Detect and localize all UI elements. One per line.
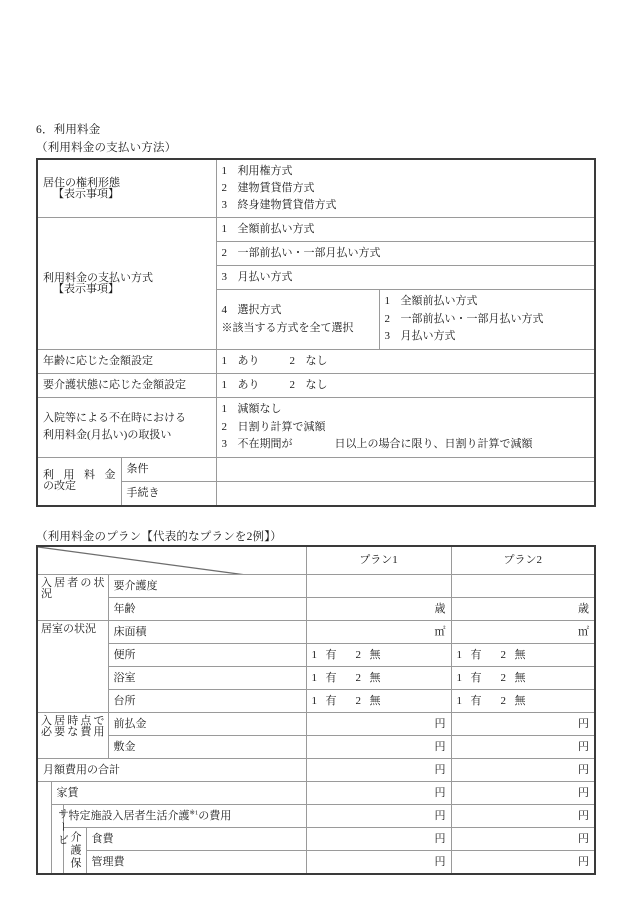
cell-label-meal-cost: 食費 (86, 828, 306, 851)
cell-plan1-floor-area[interactable]: ㎡ (306, 621, 451, 644)
option-number: 2 (500, 671, 507, 684)
option-text: 建物賃貸借方式 (237, 182, 315, 195)
option-number: 2 (355, 671, 362, 684)
cell-plan2-specified-facility-care[interactable]: 円 (451, 805, 595, 828)
table-row (37, 667, 595, 690)
cell-label-prepayment: 前払金 (108, 713, 306, 736)
option-number: 2 (221, 420, 227, 433)
option-number: 2 (289, 378, 295, 391)
cell-plan2-prepayment[interactable]: 円 (451, 713, 595, 736)
cell-plan2-care-level[interactable] (451, 575, 595, 598)
cell-group-move-in-cost (37, 713, 108, 759)
option-number: 3 (384, 330, 390, 343)
cell-plan2-meal-cost[interactable]: 円 (451, 828, 595, 851)
cell-plan1-rent[interactable]: 円 (306, 782, 451, 805)
table-row (37, 349, 595, 373)
option-item (385, 293, 590, 311)
option-number: 1 (221, 402, 227, 415)
option-number: 1 (221, 165, 227, 177)
cell-header-plan2: プラン2 (451, 546, 595, 575)
label-suffix: の費用 (198, 809, 232, 822)
group-label-move-in-cost: 入居時点で必要な費用 (41, 715, 105, 738)
option-text: 減額なし (237, 402, 282, 415)
option-text: 無 (369, 694, 381, 707)
cell-plan2-deposit[interactable]: 円 (451, 736, 595, 759)
option-number: 1 (311, 694, 318, 707)
option-item (385, 328, 590, 346)
cell-plan2-kitchen[interactable] (451, 690, 595, 713)
cell-plan2-rent[interactable]: 円 (451, 782, 595, 805)
option-text: 全額前払い方式 (400, 295, 478, 308)
cell-residence-right-label (37, 159, 216, 218)
option-item (222, 419, 590, 437)
diagonal-line-icon (38, 547, 306, 574)
option-number: 1 (456, 694, 463, 707)
cell-plan1-management-cost[interactable]: 円 (306, 851, 451, 875)
option-item (222, 197, 590, 214)
option-text: 有 (470, 694, 482, 707)
cell-plan1-toilet[interactable] (306, 644, 451, 667)
cell-plan1-prepayment[interactable]: 円 (306, 713, 451, 736)
cell-plan1-meal-cost[interactable]: 円 (306, 828, 451, 851)
option-number: 1 (221, 223, 227, 236)
cell-label-management-cost: 管理費 (86, 851, 306, 875)
cell-label-toilet: 便所 (108, 644, 306, 667)
table-row (37, 736, 595, 759)
footnote-marker: ※1 (189, 808, 199, 816)
option-text: 有 (325, 694, 337, 707)
option-number: 1 (221, 354, 227, 367)
group-label-service: サービ (56, 808, 69, 847)
option-item (222, 163, 590, 180)
option-text: 日割り計算で減額 (237, 420, 326, 433)
option-text: 全額前払い方式 (237, 223, 315, 236)
option-text: 選択方式 (237, 303, 282, 316)
cell-label-care-level: 要介護度 (108, 575, 306, 598)
option-text: 利用権方式 (237, 165, 293, 177)
cell-plan2-floor-area[interactable]: ㎡ (451, 621, 595, 644)
cell-plan1-specified-facility-care[interactable]: 円 (306, 805, 451, 828)
option-number: 1 (221, 378, 227, 391)
option-text: 月払い方式 (400, 330, 456, 343)
cell-label-age: 年齢 (108, 598, 306, 621)
option-number: 2 (500, 694, 507, 707)
table-row (37, 644, 595, 667)
cell-group-room-status (37, 621, 108, 713)
option-text: 無 (369, 648, 381, 661)
table-row (37, 218, 595, 242)
option-number: 1 (311, 671, 318, 684)
subsection-plans-title: （利用料金のプラン【代表的なプランを2例】） (36, 531, 282, 543)
cell-plan2-toilet[interactable] (451, 644, 595, 667)
option-text-suffix: 日以上の場合に限り、日割り計算で減額 (334, 438, 533, 451)
table-row (37, 713, 595, 736)
table-row (37, 851, 595, 875)
option-number: 3 (221, 271, 227, 284)
cell-revision-condition-value[interactable] (216, 457, 595, 481)
cell-group-resident-status (37, 575, 108, 621)
option-text: 有 (470, 671, 482, 684)
cell-plan2-bathroom[interactable] (451, 667, 595, 690)
option-text: 一部前払い・一部月払い方式 (400, 312, 544, 325)
cell-payment-option-2 (216, 242, 595, 266)
option-text: 有 (325, 671, 337, 684)
cell-payment-method-label (37, 218, 216, 350)
cell-label-monthly-total: 月額費用の合計 (37, 759, 306, 782)
table-row (37, 159, 595, 218)
option-text: あり (237, 378, 260, 391)
group-label-room-status: 居室の状況 (41, 623, 96, 635)
cell-revision-label (37, 457, 121, 506)
option-number: 3 (221, 438, 227, 451)
option-text: 無 (514, 671, 526, 684)
option-text: あり (237, 354, 260, 367)
payment-method-table (36, 158, 596, 507)
table-row (37, 373, 595, 397)
cell-plan1-monthly-total[interactable]: 円 (306, 759, 451, 782)
table-row (37, 575, 595, 598)
table-row (37, 598, 595, 621)
option-text: 無 (369, 671, 381, 684)
option-note: ※該当する方式を全て選択 (221, 321, 354, 334)
option-number: 2 (221, 182, 227, 195)
revision-label-line2: の改定 (43, 480, 76, 493)
option-text: 有 (470, 648, 482, 661)
option-number: 1 (456, 671, 463, 684)
option-text-prefix: 不在期間が (237, 438, 293, 451)
absence-label-line1: 入院等による不在時における (43, 411, 186, 424)
cell-absence-label (37, 397, 216, 457)
plans-table (36, 545, 596, 875)
cell-payment-option-4-sub (379, 290, 595, 350)
option-text: 一部前払い・一部月払い方式 (237, 247, 381, 260)
option-number: 1 (456, 648, 463, 661)
cell-label-specified-facility-care (63, 805, 306, 828)
absence-label-line2: 利用料金(月払い)の取扱い (43, 429, 172, 442)
cell-label-rent: 家賃 (51, 782, 306, 805)
option-text: 月払い方式 (237, 271, 293, 284)
cell-header-plan1: プラン1 (306, 546, 451, 575)
cell-revision-condition-label: 条件 (121, 457, 216, 481)
cell-revision-procedure-label: 手続き (121, 481, 216, 506)
cell-payment-option-4 (216, 290, 379, 350)
cell-corner-diagonal (37, 546, 306, 575)
residence-right-label-line2: 【表示事項】 (53, 187, 119, 200)
option-text: なし (305, 354, 328, 367)
option-item (222, 436, 590, 454)
cell-plan2-age[interactable]: 歳 (451, 598, 595, 621)
revision-label-line1: 利用料金 (43, 469, 116, 482)
option-number: 1 (311, 648, 318, 661)
cell-plan1-deposit[interactable]: 円 (306, 736, 451, 759)
table-row (37, 397, 595, 457)
cell-plan1-age[interactable]: 歳 (306, 598, 451, 621)
residence-right-label-line1: 居住の権利形態 (43, 176, 120, 189)
cell-plan1-care-level[interactable] (306, 575, 451, 598)
option-number: 4 (221, 303, 227, 316)
option-number: 2 (221, 247, 227, 260)
cell-absence-options (216, 397, 595, 457)
cell-care-level-based-label: 要介護状態に応じた金額設定 (37, 373, 216, 397)
table-row (37, 805, 595, 828)
cell-plan1-kitchen[interactable] (306, 690, 451, 713)
cell-plan2-management-cost[interactable]: 円 (451, 851, 595, 875)
table-row (37, 621, 595, 644)
cell-care-level-based-options (216, 373, 595, 397)
option-number: 2 (355, 648, 362, 661)
table-row (37, 481, 595, 506)
cell-payment-option-1 (216, 218, 595, 242)
table-row (37, 690, 595, 713)
option-number: 3 (221, 199, 227, 212)
option-number: 2 (289, 354, 295, 367)
table-row (37, 759, 595, 782)
cell-label-deposit: 敷金 (108, 736, 306, 759)
cell-label-floor-area: 床面積 (108, 621, 306, 644)
payment-method-label-line1: 利用料金の支払い方式 (43, 271, 153, 284)
table-row (37, 457, 595, 481)
option-item (222, 302, 374, 320)
option-text: 無 (514, 648, 526, 661)
table-row (37, 782, 595, 805)
cell-revision-procedure-value[interactable] (216, 481, 595, 506)
cell-payment-option-3 (216, 266, 595, 290)
label-text: 特定施設入居者生活介護 (68, 809, 190, 822)
cell-label-kitchen: 台所 (108, 690, 306, 713)
cell-spacer-left (37, 782, 51, 875)
subsection-payment-method-title: （利用料金の支払い方法） (36, 142, 177, 154)
option-item (222, 180, 590, 197)
cell-group-service (51, 805, 69, 875)
cell-age-based-options (216, 349, 595, 373)
option-text: なし (305, 378, 328, 391)
option-text: 終身建物賃貸借方式 (237, 199, 337, 212)
cell-label-bathroom: 浴室 (108, 667, 306, 690)
table-header-row (37, 546, 595, 575)
table-row (37, 828, 595, 851)
option-item (222, 401, 590, 419)
cell-plan2-monthly-total[interactable]: 円 (451, 759, 595, 782)
option-item (385, 311, 590, 329)
option-number: 2 (355, 694, 362, 707)
option-number: 1 (384, 295, 390, 308)
group-label-resident-status: 入居者の状況 (41, 577, 105, 600)
option-text: 無 (514, 694, 526, 707)
payment-method-label-line2: 【表示事項】 (53, 282, 119, 295)
option-text: 有 (325, 648, 337, 661)
cell-plan1-bathroom[interactable] (306, 667, 451, 690)
option-number: 2 (500, 648, 507, 661)
cell-age-based-label: 年齢に応じた金額設定 (37, 349, 216, 373)
group-label-care-insurance: 介護保 (69, 831, 81, 870)
section-title: 6．利用料金 (36, 124, 101, 136)
option-number: 2 (384, 312, 390, 325)
cell-residence-right-options (216, 159, 595, 218)
